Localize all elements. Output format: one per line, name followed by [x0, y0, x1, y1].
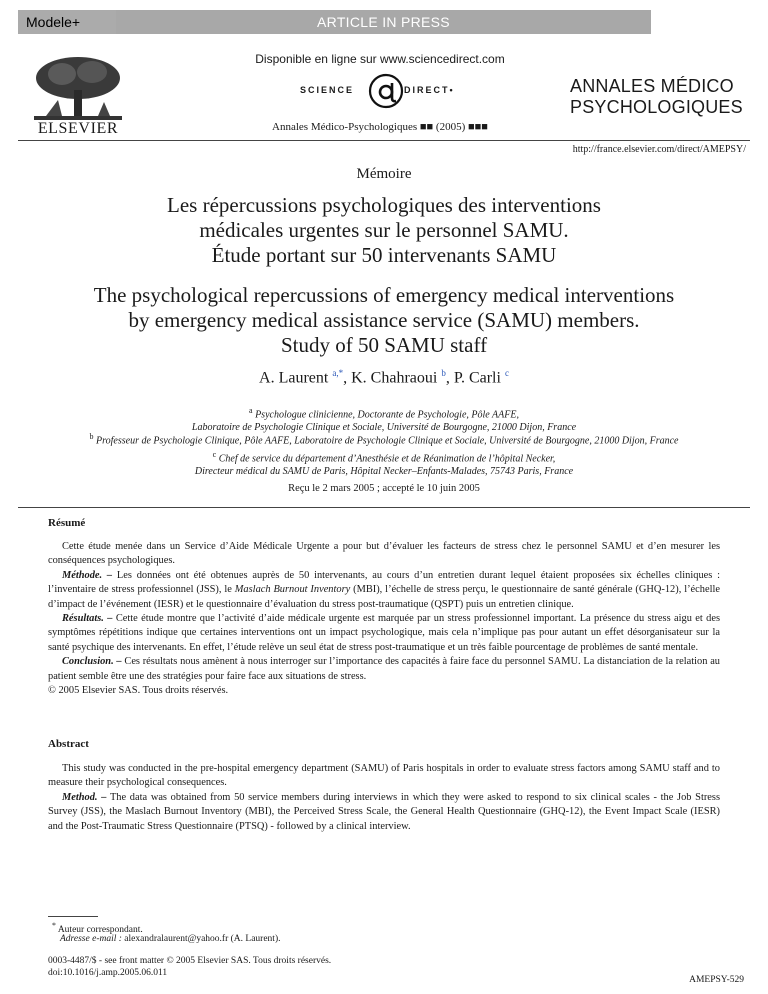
affiliation-mark: b — [89, 432, 94, 441]
sciencedirect-right — [404, 85, 455, 95]
methode-label: Méthode. – — [62, 569, 113, 581]
footnote-mark: * — [52, 921, 56, 930]
author-name: P. Carli — [453, 369, 501, 387]
resume-copyright: © 2005 Elsevier SAS. Tous droits réservés. — [48, 685, 229, 697]
header-divider — [18, 140, 750, 141]
method-label: Method. – — [62, 791, 107, 803]
title-english — [40, 283, 728, 358]
issn-line: 0003-4487/$ - see front matter © 2005 Elsevier SAS. Tous droits réservés. — [48, 956, 332, 966]
footnote-text: Auteur correspondant. — [57, 925, 143, 936]
sciencedirect-at-icon — [366, 71, 406, 111]
author-name: A. Laurent — [259, 369, 329, 387]
affiliation-line: Chef de service du département d’Anesthésie et de Réanimation de l’hôpital Necker, — [218, 453, 556, 465]
journal-brand-line1: ANNALES MÉDICO — [570, 76, 734, 96]
abstract-method — [48, 791, 720, 834]
abstract-heading: Abstract — [48, 738, 89, 750]
resume-intro: Cette étude menée dans un Service d’Aide Médicale Urgente a pour but d’évaluer les facteurs de stress chez le personnel SAMU et d’en mesurer les conséquences psychologiques. — [48, 541, 720, 567]
resume-resultats — [48, 612, 720, 655]
resume-conclusion — [48, 655, 720, 684]
author-list: A. Laurent $^{a,*}$, K. Chahraoui $^b$, P. Carli $^c$ — [259, 368, 509, 387]
title-french — [60, 193, 708, 268]
section-divider — [18, 507, 750, 508]
methode-text-2: (MBI), l’échelle de stress perçu, le questionnaire de santé générale (GHQ-12), l’échelle d’impact de l’événement (IESR) et le questionnaire d’évaluation du stress post-traumatique (QSPT) puis un entretien clinique. — [48, 584, 720, 610]
affiliation-c — [30, 448, 738, 478]
affiliation-line: Directeur médical du SAMU de Paris, Hôpital Necker–Enfants-Malades, 75743 Paris, France — [194, 466, 574, 478]
journal-brand — [570, 76, 750, 118]
publisher-name: ELSEVIER — [37, 120, 119, 137]
sciencedirect-left: SCIENCE — [300, 85, 355, 95]
affiliation-b — [30, 430, 738, 447]
sciencedirect-mark: • — [449, 85, 455, 95]
abstract-body — [48, 762, 720, 834]
author-affiliation-link[interactable]: a,* — [332, 368, 344, 378]
affiliation-line: Psychologue clinicienne, Doctorante de Psychologie, Pôle AAFE, — [255, 409, 519, 421]
affiliation-line: Professeur de Psychologie Clinique, Pôle AAFE, Laboratoire de Psychologie Clinique et Sociale, Université de Bourgogne, 21000 Dijon, France — [96, 435, 679, 447]
resume-heading: Résumé — [48, 517, 86, 529]
doi-link[interactable]: doi:10.1016/j.amp.2005.06.011 — [48, 968, 168, 978]
elsevier-tree-logo — [28, 54, 128, 124]
article-id: AMEPSY-529 — [689, 975, 744, 985]
sciencedirect-right-text: DIRECT — [404, 85, 450, 95]
affiliation-mark: c — [212, 450, 217, 459]
methode-italic: Maslach Burnout Inventory — [234, 584, 351, 596]
resume-methode — [48, 569, 720, 612]
journal-url-link[interactable]: http://france.elsevier.com/direct/AMEPSY/ — [572, 144, 746, 155]
author-affiliation-link[interactable]: b — [441, 368, 446, 378]
affiliation-mark: a — [249, 406, 253, 415]
author-name: K. Chahraoui — [351, 369, 438, 387]
title-fr-line: Les répercussions psychologiques des interventions — [167, 193, 601, 217]
conclusion-text: Ces résultats nous amènent à nous interroger sur l’importance des capacités à faire face du personnel SAMU. La distanciation de la relation au patient semble être une des stratégies pour faire face aux situations de stress. — [48, 656, 720, 682]
title-en-line: by emergency medical assistance service (SAMU) members. — [128, 308, 640, 332]
footnote-divider — [48, 916, 98, 917]
affiliation-line: Laboratoire de Psychologie Clinique et Sociale, Université de Bourgogne, 21000 Dijon, France — [191, 422, 577, 434]
title-fr-line: médicales urgentes sur le personnel SAMU. — [199, 218, 569, 242]
title-en-line: The psychological repercussions of emergency medical interventions — [93, 283, 675, 307]
received-dates: Reçu le 2 mars 2005 ; accepté le 10 juin 2005 — [288, 483, 480, 494]
modele-label: Modele+ — [18, 10, 116, 34]
title-fr-line: Étude portant sur 50 intervenants SAMU — [211, 243, 557, 267]
method-text: The data was obtained from 50 service members during interviews in which they were asked to respond to six clinical scales - the Job Stress Survey (JSS), the Maslach Burnout Inventory (MBI), the Perceived Stress Scale, the General Health Questionnaire (GHQ-12), the Event Impact Scale (IESR) and the Post-Traumatic Stress Questionnaire (PTSQ) - followed by a clinical interview. — [48, 791, 720, 832]
email-address[interactable]: alexandralaurent@yahoo.fr (A. Laurent). — [121, 934, 281, 944]
resultats-label: Résultats. – — [62, 613, 113, 625]
title-en-line: Study of 50 SAMU staff — [280, 333, 488, 357]
article-type: Mémoire — [356, 166, 412, 182]
email-label: Adresse e-mail : — [60, 934, 122, 944]
conclusion-label: Conclusion. – — [62, 656, 122, 668]
abstract-intro: This study was conducted in the pre-hospital emergency department (SAMU) of Paris hospitals in order to evaluate stress factors among SAMU staff and to measure their psychological consequences. — [48, 763, 720, 789]
journal-brand-line2: PSYCHOLOGIQUES — [570, 97, 743, 117]
resume-body — [48, 540, 720, 698]
journal-reference: Annales Médico-Psychologiques ■■ (2005) ■■■ — [272, 121, 488, 133]
methode-text: Les données ont été obtenues auprès de 50 intervenants, au cours d’un entretien durant lequel étaient proposées six échelles cliniques : l’inventaire de stress professionnel (JSS), le — [48, 569, 720, 596]
available-online-link[interactable]: Disponible en ligne sur www.sciencedirect.com — [255, 52, 505, 66]
author-affiliation-link[interactable]: c — [504, 368, 509, 378]
article-in-press-banner: ARTICLE IN PRESS — [116, 10, 651, 34]
resultats-text: Cette étude montre que l’activité d’aide médicale urgente est marquée par un stress professionnel important. La présence du stress aigu et des symptômes répétitions indique que certaines interventions ont un impact psychologique, mais cela n’implique pas pour autant un effet désorganisateur sur la santé psychique des intervenants. En effet, l’étude relève un seul état de stress post-traumatique et un très faible pourcentage de problèmes de santé mentale. — [48, 613, 720, 653]
footnote-email — [60, 934, 281, 944]
